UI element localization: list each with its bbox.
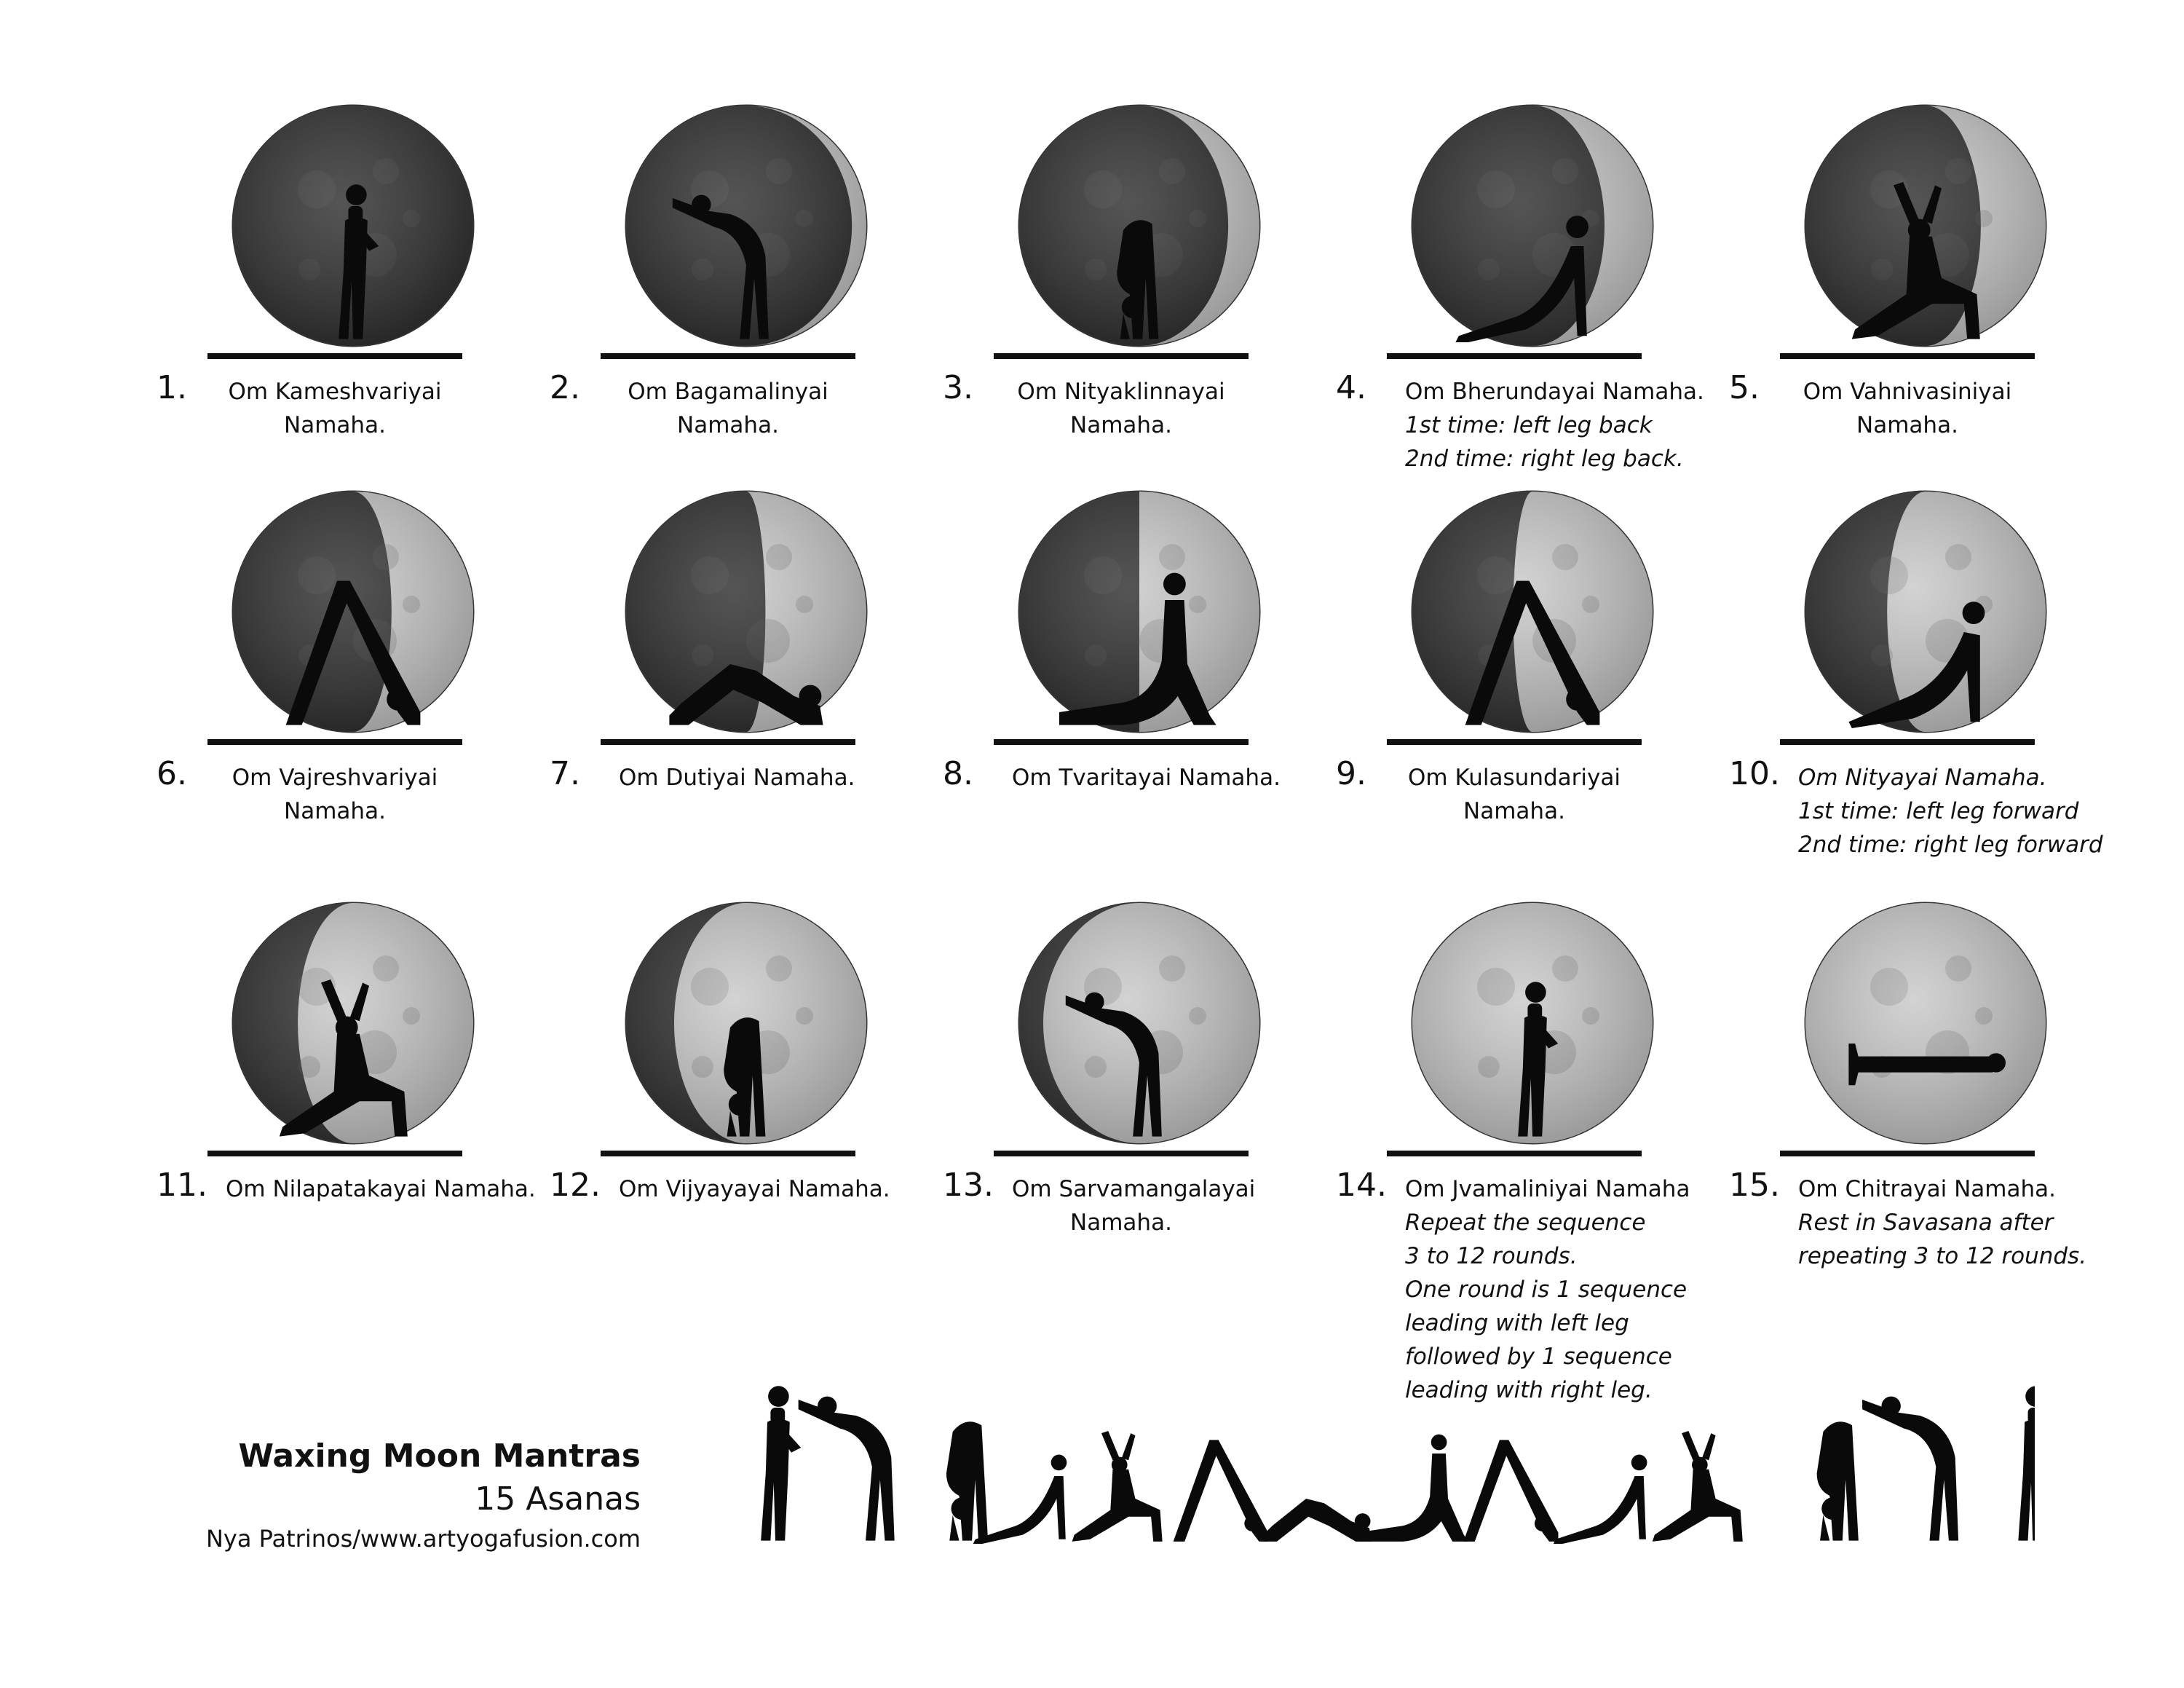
- instruction-line: Namaha.: [1856, 412, 1958, 438]
- pose-card-6: [149, 488, 557, 954]
- pose-card-11: [149, 899, 557, 1365]
- strip-figure-fold: [1817, 1421, 1859, 1540]
- mantra-text: [1798, 375, 2017, 442]
- mantra-line: Om Vijyayayai Namaha.: [619, 1176, 890, 1202]
- moon-phase-9: [1409, 488, 1656, 735]
- pose-card-9: [1329, 488, 1736, 954]
- ground-line: [601, 353, 855, 359]
- instruction-line: Namaha.: [284, 798, 386, 824]
- mantra-text: [619, 1172, 890, 1206]
- moon-phase-3: [1016, 102, 1263, 350]
- pose-card-10: [1722, 488, 2129, 954]
- instruction-line: leading with right leg.: [1405, 1377, 1653, 1403]
- moon-phase-2: [622, 102, 870, 350]
- mantra-text: [1405, 1172, 1690, 1407]
- moon-phase-6: [229, 488, 477, 735]
- instruction-line: One round is 1 sequence: [1405, 1277, 1688, 1303]
- ground-line: [207, 739, 462, 745]
- instruction-line: repeating 3 to 12 rounds.: [1798, 1243, 2087, 1269]
- instruction-line: Namaha.: [1070, 412, 1172, 438]
- strip-figure-stand: [2018, 1386, 2035, 1540]
- mantra-line: Om Jvamaliniyai Namaha: [1405, 1176, 1690, 1202]
- instruction-line: Namaha.: [677, 412, 779, 438]
- mantra-text: [226, 375, 444, 442]
- moon-phase-14: [1409, 899, 1656, 1147]
- pose-number: 4.: [1336, 369, 1366, 406]
- ground-line: [601, 1151, 855, 1156]
- instruction-line: 2nd time: right leg back.: [1405, 446, 1684, 472]
- ground-line: [207, 353, 462, 359]
- ground-line: [207, 1151, 462, 1156]
- mantra-line: Om Bherundayai Namaha.: [1405, 379, 1704, 405]
- pose-number: 11.: [157, 1167, 207, 1204]
- pose-number: 15.: [1729, 1167, 1780, 1204]
- mantra-text: [1405, 761, 1623, 828]
- ground-line: [994, 739, 1249, 745]
- mantra-text: [1012, 375, 1230, 442]
- poster-credit: Nya Patrinos/www.artyogafusion.com: [205, 1525, 641, 1553]
- ground-line: [1387, 739, 1642, 745]
- mantra-line: Om Nilapatakayai Namaha.: [226, 1176, 536, 1202]
- pose-card-8: [935, 488, 1343, 954]
- mantra-line: Om Nityayai Namaha.: [1798, 765, 2047, 791]
- moon-phase-4: [1409, 102, 1656, 350]
- pose-card-15: [1722, 899, 2129, 1365]
- mantra-line: Om Vajreshvariyai: [232, 765, 438, 791]
- instruction-line: 2nd time: right leg forward: [1798, 832, 2103, 858]
- forward-fold-icon: [1117, 220, 1158, 339]
- pose-number: 1.: [157, 369, 187, 406]
- ground-line: [1780, 1151, 2035, 1156]
- mantra-line: Om Dutiyai Namaha.: [619, 765, 855, 791]
- mantra-line: Om Bagamalinyai: [628, 379, 828, 405]
- moon-phase-5: [1802, 102, 2049, 350]
- pose-number: 7.: [550, 755, 580, 792]
- strip-figure-dog: [1174, 1440, 1268, 1541]
- pose-number: 3.: [943, 369, 973, 406]
- strip-figure-lunge: [1554, 1455, 1647, 1544]
- forward-fold-icon: [724, 1017, 765, 1136]
- ground-line: [1387, 353, 1642, 359]
- strip-figure-fold: [946, 1421, 988, 1540]
- instruction-line: Namaha.: [284, 412, 386, 438]
- pose-card-7: [542, 488, 950, 954]
- instruction-line: Namaha.: [1070, 1210, 1172, 1236]
- moon-phase-8: [1016, 488, 1263, 735]
- ground-line: [994, 1151, 1249, 1156]
- mantra-text: [1012, 761, 1281, 794]
- poster-subtitle: 15 Asanas: [475, 1480, 641, 1518]
- pose-number: 14.: [1336, 1167, 1387, 1204]
- pose-number: 9.: [1336, 755, 1366, 792]
- mantra-line: Om Chitrayai Namaha.: [1798, 1176, 2056, 1202]
- mantra-text: [226, 761, 444, 828]
- instruction-line: Namaha.: [1463, 798, 1565, 824]
- pose-card-13: [935, 899, 1343, 1365]
- mantra-line: Om Nityaklinnayai: [1017, 379, 1225, 405]
- mantra-line: Om Tvaritayai Namaha.: [1012, 765, 1281, 791]
- mantra-line: Om Vahnivasiniyai: [1803, 379, 2012, 405]
- moon-phase-15: [1802, 899, 2049, 1147]
- instruction-line: Rest in Savasana after: [1798, 1210, 2054, 1236]
- ground-line: [1780, 353, 2035, 359]
- mantra-line: Om Kulasundariyai: [1408, 765, 1621, 791]
- instruction-line: 3 to 12 rounds.: [1405, 1243, 1578, 1269]
- strip-figure-cobra: [1358, 1435, 1468, 1542]
- ground-line: [1387, 1151, 1642, 1156]
- mantra-text: [226, 1172, 536, 1206]
- pose-number: 13.: [943, 1167, 994, 1204]
- poster-title: Waxing Moon Mantras: [238, 1437, 641, 1475]
- mantra-line: Om Kameshvariyai: [228, 379, 442, 405]
- pose-number: 2.: [550, 369, 580, 406]
- pose-number: 12.: [550, 1167, 601, 1204]
- moon-phase-13: [1016, 899, 1263, 1147]
- moon-phase-12: [622, 899, 870, 1147]
- mantra-line: Om Sarvamangalayai: [1012, 1176, 1256, 1202]
- strip-figure-back: [799, 1397, 895, 1541]
- sequence-silhouette-strip: [681, 1376, 2035, 1551]
- strip-figure-back: [1862, 1397, 1958, 1541]
- strip-figure-crescent: [1653, 1431, 1743, 1542]
- instruction-line: followed by 1 sequence: [1405, 1344, 1672, 1370]
- pose-number: 6.: [157, 755, 187, 792]
- instruction-line: leading with left leg: [1405, 1310, 1629, 1336]
- ground-line: [1780, 739, 2035, 745]
- pose-number: 10.: [1729, 755, 1780, 792]
- instruction-line: Repeat the sequence: [1405, 1210, 1646, 1236]
- strip-figure-crescent: [1072, 1431, 1163, 1542]
- ground-line: [601, 739, 855, 745]
- mantra-text: [619, 375, 837, 442]
- mantra-text: [1012, 1172, 1256, 1239]
- pose-card-14: [1329, 899, 1736, 1403]
- instruction-line: 1st time: left leg forward: [1798, 798, 2079, 824]
- mantra-text: [1798, 761, 2103, 861]
- moon-phase-10: [1802, 488, 2049, 735]
- strip-figure-stand: [761, 1386, 801, 1540]
- pose-card-12: [542, 899, 950, 1365]
- mantra-text: [1798, 1172, 2086, 1273]
- instruction-line: 1st time: left leg back: [1405, 412, 1653, 438]
- pose-number: 8.: [943, 755, 973, 792]
- mantra-text: [619, 761, 855, 794]
- strip-figure-knees: [1263, 1499, 1372, 1542]
- mantra-text: [1405, 375, 1704, 476]
- moon-phase-11: [229, 899, 477, 1147]
- pose-number: 5.: [1729, 369, 1760, 406]
- moon-phase-1: [229, 102, 477, 350]
- ground-line: [994, 353, 1249, 359]
- moon-phase-7: [622, 488, 870, 735]
- strip-figure-dog: [1463, 1440, 1558, 1541]
